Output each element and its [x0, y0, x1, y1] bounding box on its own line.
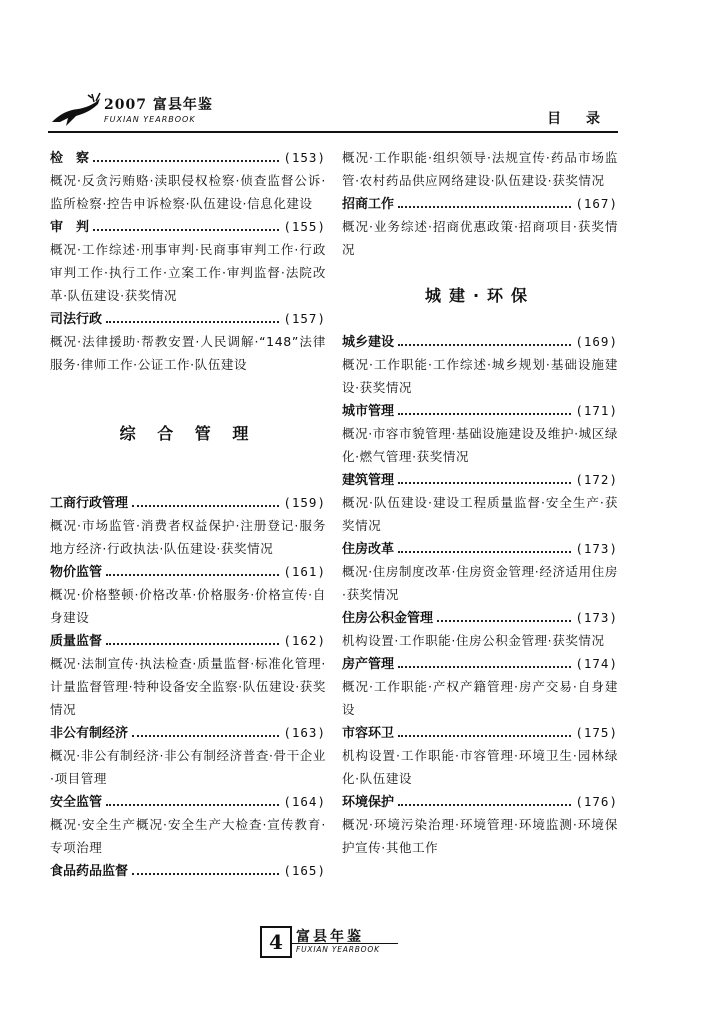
page-header — [48, 90, 618, 132]
toc-entry-topics: 概况·环境污染治理·环境管理·环境监测·环境保护宣传·其他工作 — [342, 817, 618, 855]
spacer — [50, 399, 326, 422]
toc-entry-heading[interactable] — [342, 606, 618, 629]
toc-entry[interactable] — [342, 330, 618, 399]
dot-leader — [398, 482, 571, 484]
toc-entry-title: 工商行政管理 — [50, 496, 129, 511]
toc-entry-page: (163) — [283, 725, 326, 740]
toc-entry-page: (153) — [283, 150, 326, 165]
toc-entry-topics: 概况·市场监管·消费者权益保护·注册登记·服务地方经济·行政执法·队伍建设·获奖情况 — [50, 518, 326, 556]
toc-entry-topics: 概况·工作职能·产权产籍管理·房产交易·自身建设 — [342, 679, 618, 717]
toc-entry-page: (157) — [283, 311, 326, 326]
toc-entry[interactable] — [50, 491, 326, 560]
toc-entry[interactable] — [342, 721, 618, 790]
yearbook-subtitle: FUXIAN YEARBOOK — [104, 115, 196, 124]
left-column — [50, 146, 326, 882]
toc-entry[interactable] — [342, 468, 618, 537]
dot-leader — [437, 620, 571, 622]
toc-entry[interactable] — [50, 629, 326, 721]
toc-entry-heading[interactable] — [50, 560, 326, 583]
toc-entry-topics: 概况·非公有制经济·非公有制经济普查·骨干企业·项目管理 — [50, 748, 326, 786]
toc-entry-heading[interactable] — [50, 790, 326, 813]
right-column — [342, 146, 618, 859]
toc-entry-heading[interactable] — [50, 307, 326, 330]
toc-entry-page: (165) — [283, 863, 326, 878]
dot-leader — [398, 413, 571, 415]
dot-leader — [93, 160, 279, 162]
toc-entry-heading[interactable] — [342, 790, 618, 813]
toc-entry-title: 房产管理 — [342, 657, 395, 672]
toc-entry[interactable] — [50, 307, 326, 376]
dot-leader — [398, 206, 571, 208]
toc-entry-page: (169) — [575, 334, 618, 349]
toc-entry-title: 安全监管 — [50, 795, 103, 810]
section-heading: 城建·环保 — [424, 286, 536, 305]
yearbook-title: 2007 富县年鉴 — [104, 97, 213, 113]
dot-leader — [132, 505, 279, 507]
toc-label: 目 录 — [547, 111, 610, 127]
toc-entry[interactable] — [342, 192, 618, 261]
toc-entry-title: 城乡建设 — [342, 335, 395, 350]
toc-entry-title: 招商工作 — [342, 197, 395, 212]
toc-entry-title: 质量监督 — [50, 634, 103, 649]
dot-leader — [106, 643, 279, 645]
deer-logo-icon — [48, 92, 104, 128]
toc-entry-heading[interactable] — [50, 721, 326, 744]
toc-entry[interactable] — [342, 146, 618, 192]
spacer — [50, 468, 326, 491]
dot-leader — [398, 804, 571, 806]
toc-entry-title: 环境保护 — [342, 795, 395, 810]
toc-entry-page: (173) — [575, 610, 618, 625]
toc-entry[interactable] — [342, 790, 618, 859]
toc-entry-page: (175) — [575, 725, 618, 740]
toc-entry-topics: 机构设置·工作职能·住房公积金管理·获奖情况 — [342, 633, 605, 648]
dot-leader — [132, 735, 279, 737]
toc-entry-topics: 概况·法制宣传·执法检查·质量监督·标准化管理·计量监督管理·特种设备安全监察·队伍建设·获奖情况 — [50, 656, 326, 717]
toc-entry[interactable] — [50, 790, 326, 859]
spacer — [342, 307, 618, 330]
toc-entry-topics: 概况·工作职能·工作综述·城乡规划·基础设施建设·获奖情况 — [342, 357, 618, 395]
toc-entry-heading[interactable] — [342, 537, 618, 560]
toc-entry-title: 检 察 — [50, 151, 90, 166]
toc-entry-title: 住房改革 — [342, 542, 395, 557]
toc-entry[interactable] — [50, 859, 326, 882]
footer-rule — [290, 943, 398, 944]
footer-title: 富县年鉴 — [296, 929, 364, 945]
toc-entry-topics: 概况·队伍建设·建设工程质量监督·安全生产·获奖情况 — [342, 495, 618, 533]
toc-entry-title: 物价监管 — [50, 565, 103, 580]
toc-entry[interactable] — [50, 560, 326, 629]
toc-entry-heading[interactable] — [342, 399, 618, 422]
toc-entry-topics: 机构设置·工作职能·市容管理·环境卫生·园林绿化·队伍建设 — [342, 748, 618, 786]
toc-entry-title: 审 判 — [50, 220, 90, 235]
toc-entry[interactable] — [342, 537, 618, 606]
toc-entry-page: (167) — [575, 196, 618, 211]
toc-entry-page: (164) — [283, 794, 326, 809]
toc-entry-heading[interactable] — [342, 330, 618, 353]
toc-entry-page: (174) — [575, 656, 618, 671]
spacer — [50, 376, 326, 399]
toc-entry-topics: 概况·法律援助·帮教安置·人民调解·“148”法律服务·律师工作·公证工作·队伍建设 — [50, 334, 326, 372]
toc-entry-heading[interactable] — [50, 629, 326, 652]
toc-entry-page: (155) — [283, 219, 326, 234]
toc-entry-page: (176) — [575, 794, 618, 809]
dot-leader — [398, 344, 571, 346]
dot-leader — [398, 735, 571, 737]
toc-entry-page: (173) — [575, 541, 618, 556]
toc-entry-title: 住房公积金管理 — [342, 611, 434, 626]
toc-entry-heading[interactable] — [342, 468, 618, 491]
toc-entry-topics: 概况·市容市貌管理·基础设施建设及维护·城区绿化·燃气管理·获奖情况 — [342, 426, 618, 464]
toc-entry-topics: 概况·价格整顿·价格改革·价格服务·价格宣传·自身建设 — [50, 587, 326, 625]
toc-entry-title: 建筑管理 — [342, 473, 395, 488]
toc-entry-page: (171) — [575, 403, 618, 418]
dot-leader — [106, 574, 279, 576]
dot-leader — [132, 873, 279, 875]
toc-entry-topics: 概况·安全生产概况·安全生产大检查·宣传教育·专项治理 — [50, 817, 326, 855]
toc-entry-heading[interactable] — [50, 146, 326, 169]
toc-entry-title: 市容环卫 — [342, 726, 395, 741]
toc-entry-page: (162) — [283, 633, 326, 648]
toc-entry-page: (161) — [283, 564, 326, 579]
toc-entry-topics: 概况·工作职能·组织领导·法规宣传·药品市场监管·农村药品供应网络建设·队伍建设·获奖情况 — [342, 150, 618, 188]
toc-entry[interactable] — [50, 146, 326, 215]
toc-entry-title: 食品药品监督 — [50, 864, 129, 879]
toc-entry-title: 城市管理 — [342, 404, 395, 419]
toc-entry[interactable] — [50, 215, 326, 307]
toc-entry-heading[interactable] — [342, 652, 618, 675]
toc-entry-page: (172) — [575, 472, 618, 487]
toc-entry[interactable] — [50, 721, 326, 790]
toc-entry[interactable] — [342, 606, 618, 652]
toc-entry-heading[interactable] — [50, 491, 326, 514]
toc-entry-heading[interactable] — [342, 192, 618, 215]
spacer — [342, 261, 618, 284]
dot-leader — [106, 321, 279, 323]
toc-entry-topics: 概况·工作综述·刑事审判·民商事审判工作·行政审判工作·执行工作·立案工作·审判监督·法院改革·队伍建设·获奖情况 — [50, 242, 326, 303]
toc-entry-heading[interactable] — [50, 215, 326, 238]
header-rule — [48, 131, 618, 133]
toc-entry-topics: 概况·业务综述·招商优惠政策·招商项目·获奖情况 — [342, 219, 618, 257]
page-footer — [260, 926, 400, 960]
dot-leader — [398, 551, 571, 553]
toc-entry-topics: 概况·反贪污贿赂·渎职侵权检察·侦查监督公诉·监所检察·控告申诉检察·队伍建设·信息化建设 — [50, 173, 326, 211]
toc-entry-topics: 概况·住房制度改革·住房资金管理·经济适用住房·获奖情况 — [342, 564, 618, 602]
toc-entry-heading[interactable] — [342, 721, 618, 744]
dot-leader — [398, 666, 571, 668]
section-heading: 综 合 管 理 — [119, 424, 257, 443]
dot-leader — [93, 229, 279, 231]
toc-entry[interactable] — [342, 399, 618, 468]
footer-subtitle: FUXIAN YEARBOOK — [296, 945, 380, 954]
toc-entry-title: 司法行政 — [50, 312, 103, 327]
dot-leader — [106, 804, 279, 806]
page-number: 4 — [260, 926, 292, 958]
toc-entry-title: 非公有制经济 — [50, 726, 129, 741]
spacer — [50, 445, 326, 468]
toc-entry-page: (159) — [283, 495, 326, 510]
toc-entry[interactable] — [342, 652, 618, 721]
toc-entry-heading[interactable] — [50, 859, 326, 882]
